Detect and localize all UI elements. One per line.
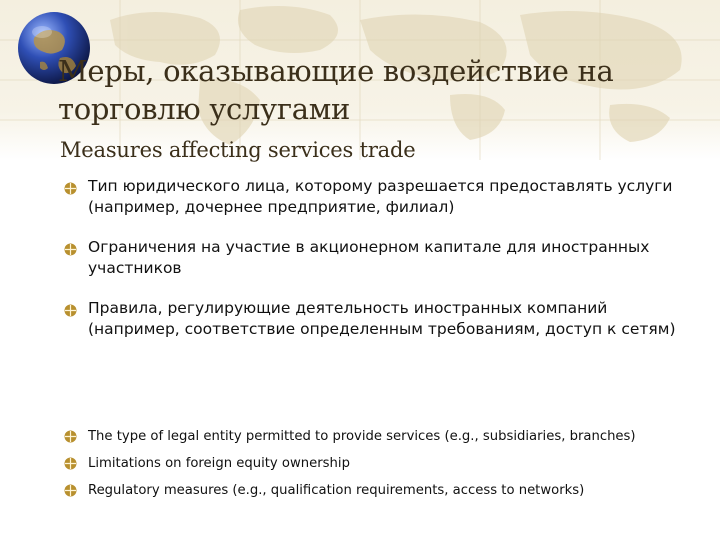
diamond-bullet-icon xyxy=(64,180,77,193)
diamond-bullet-icon xyxy=(64,302,77,315)
list-item xyxy=(64,176,684,218)
slide-title: Меры, оказывающие воздействие на торговлю услугами xyxy=(58,54,614,126)
diamond-bullet-icon xyxy=(64,241,77,254)
diamond-bullet-icon xyxy=(64,430,77,443)
list-item xyxy=(64,455,704,472)
bullet-text: Ограничения на участие в акционерном капитале для иностранных участников xyxy=(88,238,650,277)
english-bullet-list xyxy=(64,428,704,509)
diamond-bullet-icon xyxy=(64,457,77,470)
bullet-text: Правила, регулирующие деятельность иностранных компаний (например, соответствие определенным требованиям, доступ к сетям) xyxy=(88,299,676,338)
list-item xyxy=(64,237,684,279)
russian-bullet-list xyxy=(64,176,684,359)
slide-subtitle: Measures affecting services trade xyxy=(60,138,416,162)
bullet-text: Тип юридического лица, которому разрешается предоставлять услуги (например, дочернее предприятие, филиал) xyxy=(88,177,673,216)
list-item xyxy=(64,298,684,340)
diamond-bullet-icon xyxy=(64,484,77,497)
list-item xyxy=(64,428,704,445)
bullet-text: Regulatory measures (e.g., qualification requirements, access to networks) xyxy=(88,483,585,498)
list-item xyxy=(64,482,704,499)
bullet-text: The type of legal entity permitted to provide services (e.g., subsidiaries, branches) xyxy=(88,429,636,444)
bullet-text: Limitations on foreign equity ownership xyxy=(88,456,350,471)
